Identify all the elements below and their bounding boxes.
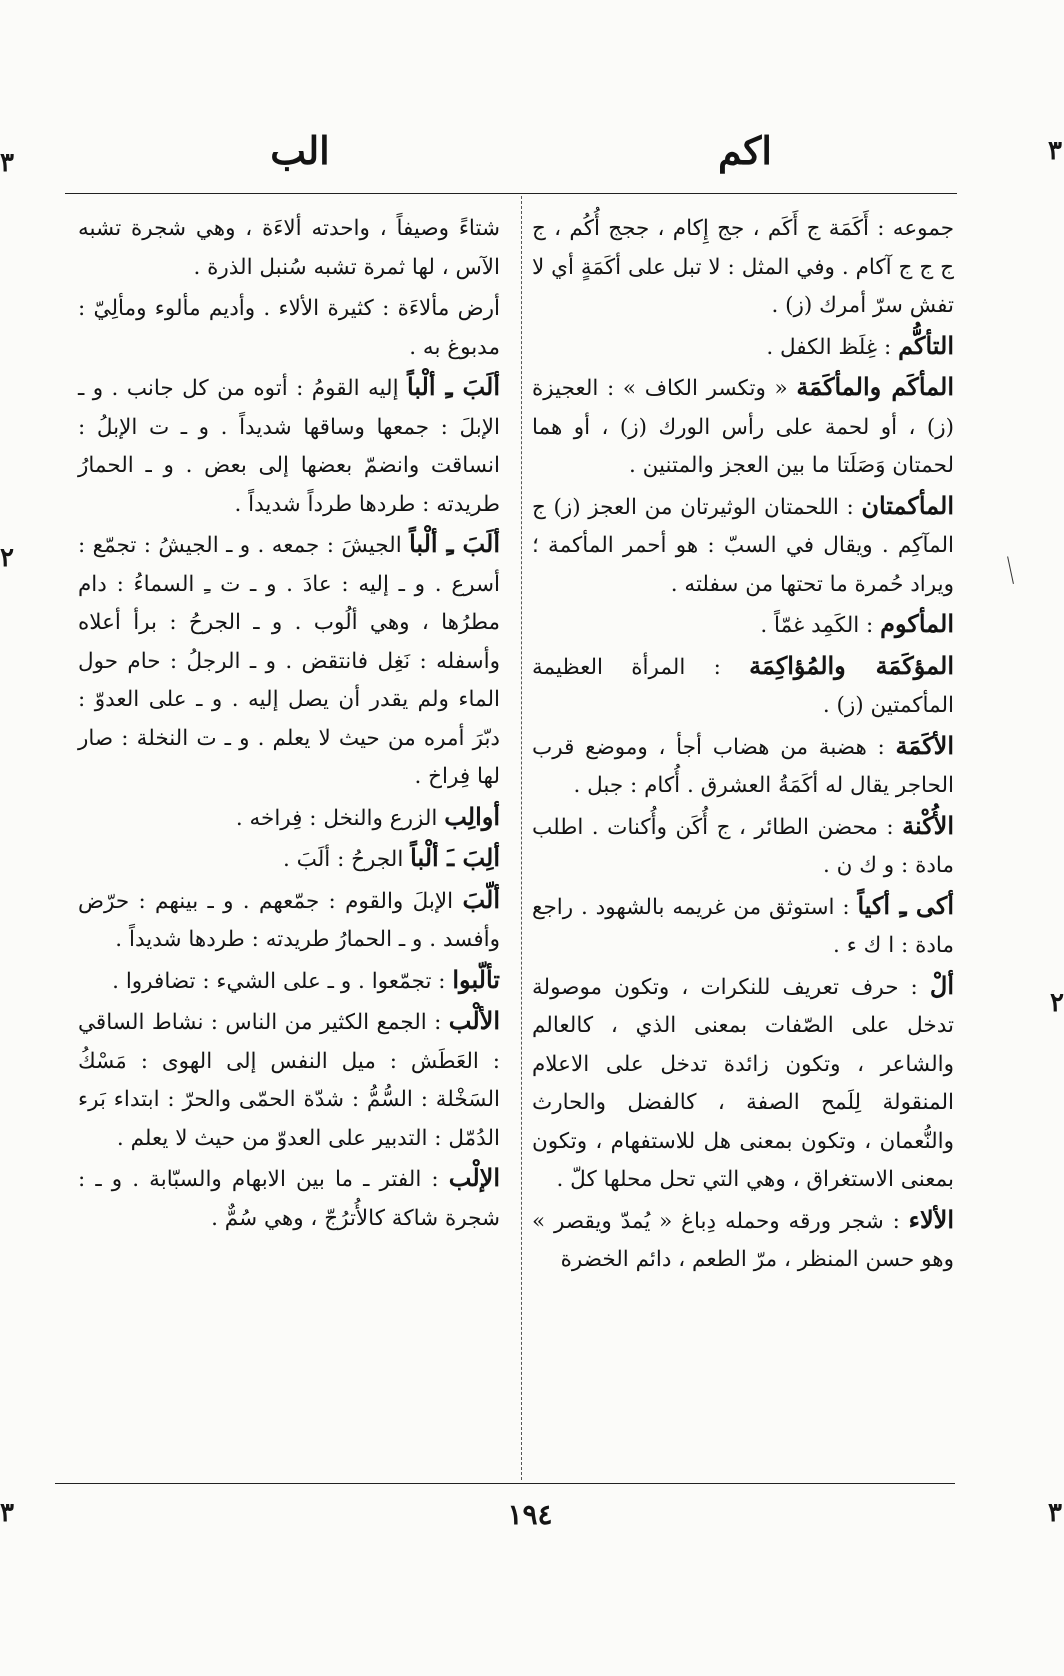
definition: جموعه : أَكَمَة ج أَكَم ، جج إِكام ، ججج أُكُم ، ج ج ج ج آكام . وفي المثل : لا تبل على أكَمَةٍ أي لا تفش سرّ أمرك (ز) . (532, 216, 954, 318)
definition: الجرحُ : ألَبَ . (282, 847, 404, 872)
headword: أوالِب (444, 801, 500, 831)
page-number: ١٩٤ (507, 1498, 553, 1531)
headword: أكى ـِ أكياً (857, 890, 954, 920)
headword: ألَبَ ـِ ألْباً (409, 529, 500, 558)
definition: : الجمع الكثير من الناس : نشاط الساقي : العَطَش : ميل النفس إلى الهوى : مَسْكُ السَخْلة : السُّمُّ : شدّة الحمّى والحرّ : ابتداء بَرء الدُمّل : التدبير على العدوّ من حيث لا يعلم . (78, 1010, 500, 1151)
entry (78, 368, 500, 524)
headword: الألْب (448, 1006, 500, 1035)
entry (532, 208, 954, 326)
definition: : غِلَظ الكفل . (766, 334, 892, 360)
definition: : المرأة العظيمة المأكمتين (ز) . (532, 654, 954, 718)
headword: المأكَم والمأكَمَة (796, 372, 954, 401)
definition: : استوثق من غريمه بالشهود . راجع مادة : ا ك ء . (532, 894, 954, 958)
column-divider (521, 196, 522, 1480)
entry (532, 807, 954, 886)
definition: أرض مألاءَة : كثيرة الألاء . وأديم مألوء ومألِيّ : مدبوغ به . (78, 296, 500, 360)
headword: ألّبَ (462, 884, 500, 914)
margin-mark: ٢ (0, 543, 14, 573)
headword: ألَبَ ـِ ألْباً (407, 372, 500, 401)
entry (78, 525, 500, 797)
definition: : الكَمِد غمّاً . (760, 613, 874, 638)
entry (532, 967, 954, 1200)
headword: ألِبَ ـَ ألْباً (410, 843, 500, 872)
entry (532, 368, 954, 486)
definition: الإبلَ والقوم : جمّعهم . و ـ بينهم : حرّض وأفسد . و ـ الحمارُ طريدته : طردها شديداً . (78, 888, 500, 952)
header-root-left: الب (270, 128, 330, 173)
margin-mark: ٢ (1050, 988, 1064, 1018)
entry (78, 1159, 500, 1238)
definition: : حرف تعريف للنكرات ، وتكون موصولة تدخل على الصّفات بمعنى الذي ، كالعالم والشاعر ، وتكون زائدة تدخل على الاعلام المنقولة لِلَمح الصفة ، كالفضل والحارث والنُّعمان ، وتكون بمعنى هل للاستفهام ، وتكون بمعنى الاستغراق ، وهي التي تحل محلها كلّ . (532, 974, 954, 1192)
definition: : تجمّعوا . و ـ على الشيء : تضافروا . (112, 968, 446, 994)
entry (532, 887, 954, 966)
entry (532, 1201, 954, 1280)
definition: « وتكسر الكاف » : العجيزة (ز) ، أو لحمة على رأس الورك (ز) ، أو هما لحمتان وَصَلَتا ما بين العجز والمتنين . (532, 376, 954, 478)
entry (532, 727, 954, 806)
entry (78, 881, 500, 960)
definition: : شجر ورقه وحمله دِباغ « يُمدّ ويقصر » وهو حسن المنظر ، مرّ الطعم ، دائم الخضرة (532, 1208, 954, 1272)
headword: المأكوم (880, 609, 954, 638)
headword: المؤكَمَة والمُؤاكِمَة (749, 650, 954, 680)
margin-mark: ٣ (0, 148, 14, 178)
entry (78, 1002, 500, 1158)
margin-mark: ٣ (1048, 1498, 1062, 1528)
bottom-rule (55, 1483, 955, 1484)
entry (78, 288, 500, 367)
left-column (78, 208, 500, 1478)
headword: الإلْب (448, 1163, 500, 1192)
definition: شتاءً وصيفاً ، واحدته ألاءَة ، وهي شجرة تشبه الآس ، لها ثمرة تشبه سُنبل الذرة . (78, 216, 500, 280)
definition: الجيشَ : جمعه . و ـ الجيشُ : تجمّع : أسرع . و ـ إليه : عادَ . و ـ ت ـِ السماءُ : دام مطرُها ، وهي ألُوب . و ـ الجرحُ : برأ أعلاه وأسفله : نَغِل فانتقض . و ـ الرجلُ : حام حول الماء ولم يقدر أن يصل إليه . و ـ على العدوّ : دبّرَ أمره من حيث لا يعلم . و ـ ت النخلة : صار لها فِراخ . (78, 533, 500, 789)
definition: إليه القومُ : أتوه من كل جانب . و ـ الإبلَ : جمعها وساقها شديداً . و ـ ت الإبلُ : انساقت وانضمّ بعضها إلى بعض . و ـ الحمارُ طريدته : طردها طرداً شديداً . (78, 376, 500, 517)
headword: التأكُّم (898, 330, 954, 360)
definition: : اللحمتان الوثيرتان من العجز (ز) ج المآكِم . ويقال في السبّ : هو أحمر المأكمة ؛ ويراد حُمرة ما تحتها من سفلته . (532, 494, 954, 597)
entry (532, 487, 954, 605)
headword: المأكمتان (861, 490, 954, 520)
entry (78, 961, 500, 1002)
headword: الألاء (908, 1204, 954, 1234)
margin-tick (1007, 556, 1016, 584)
headword: ألْ (929, 970, 954, 1000)
top-rule (65, 193, 957, 194)
margin-mark: ٣ (0, 1498, 14, 1528)
headword: تألّبوا (452, 964, 500, 994)
headword: الأكَمَة (895, 730, 954, 760)
definition: : هضبة من هضاب أجأ ، وموضع قرب الحاجر يقال له أكَمَةُ العشرق . أُكام : جبل . (532, 734, 954, 798)
entry (78, 798, 500, 839)
entry (78, 208, 500, 287)
definition: : الفتر ـ ما بين الابهام والسبّابة . و ـ : شجرة شاكة كالأُترُجّ ، وهي سُمٌّ . (78, 1167, 500, 1231)
entry (532, 327, 954, 368)
entry (78, 839, 500, 880)
margin-mark: ٣ (1048, 136, 1062, 166)
headword: الأُكْنة (902, 810, 954, 840)
definition: : محضن الطائر ، ج أُكَن وأُكنات . اطلب مادة : و ك ن . (532, 814, 954, 878)
entry (532, 647, 954, 726)
right-column (532, 208, 954, 1478)
header-root-right: اكم (718, 128, 772, 173)
entry (532, 605, 954, 646)
definition: الزرع والنخل : فِراخه . (235, 805, 438, 831)
